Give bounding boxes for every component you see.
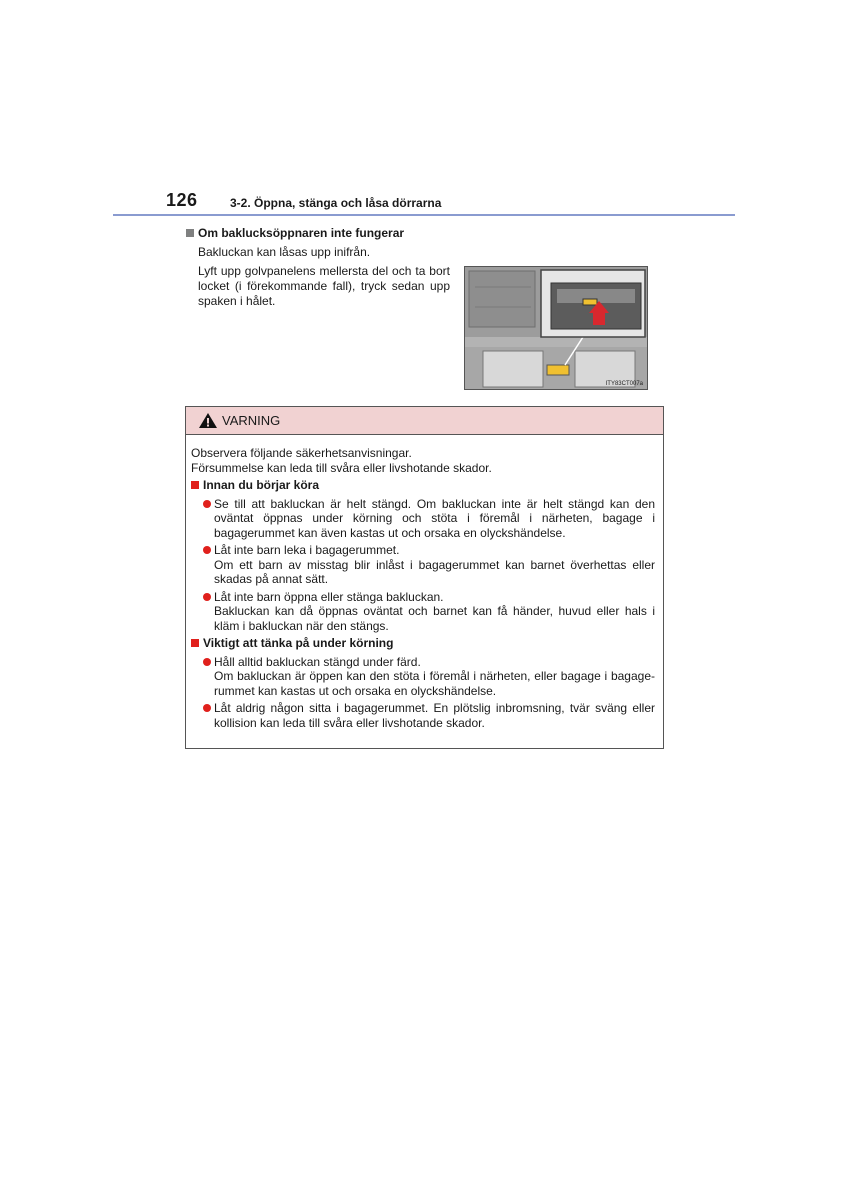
paragraph-unlock-inside: Bakluckan kan låsas upp inifrån. (198, 245, 371, 259)
red-dot-icon (203, 593, 211, 601)
list-item-detail: Bakluckan kan då öppnas oväntat och barnet kan få händer, huvud eller hals i kläm i bakluckan när den stängs. (214, 604, 655, 633)
image-code: ITY83CT007a (605, 381, 643, 387)
page-number: 126 (166, 190, 198, 210)
subhead (186, 226, 404, 240)
warning-intro (191, 446, 658, 475)
red-square-icon (191, 481, 199, 489)
warning-header (186, 407, 663, 435)
warning-intro-line2: Försummelse kan leda till svåra eller livshotande skador. (191, 460, 492, 475)
red-dot-icon (203, 546, 211, 554)
section-title: 3-2. Öppna, stänga och låsa dörrarna (230, 196, 442, 210)
warning-intro-line1: Observera följande säkerhetsanvisningar. (191, 446, 412, 460)
square-bullet-icon (186, 229, 194, 237)
paragraph-instructions: Lyft upp golvpanelens mellersta del och ta bort locket (i förekommande fall), tryck sedan upp spaken i hålet. (198, 264, 450, 308)
red-dot-icon (203, 500, 211, 508)
list-item-text: Låt inte barn leka i bagagerummet. (214, 543, 400, 557)
list-item (191, 497, 658, 541)
section-heading-text: Innan du börjar köra (203, 478, 320, 492)
subhead-text: Om baklucksöppnaren inte fungerar (198, 226, 405, 240)
list-item (191, 701, 658, 730)
warning-section-heading (191, 636, 658, 651)
list-item-text: Se till att bakluckan är helt stängd. Om bakluckan inte är helt stängd kan den oväntat öppnas under körning och stöta i föremål i närheten, bagage i bagagerummet kan även kastas ut och orsaka en olyckshändelse. (214, 496, 655, 540)
list-item-detail: Om bakluckan är öppen kan den stöta i föremål i närheten, eller bagage i bagage-rummet kan kastas ut och orsaka en olyckshändelse. (214, 669, 655, 698)
list-item (191, 590, 658, 634)
list-item (191, 543, 658, 587)
red-square-icon (191, 639, 199, 647)
warning-triangle-icon (198, 412, 218, 429)
list-item (191, 655, 658, 699)
list-item-detail: Om ett barn av misstag blir inlåst i bagagerummet kan barnet överhettas eller skadas på annat sätt. (214, 557, 655, 586)
red-dot-icon (203, 658, 211, 666)
warning-section-heading (191, 478, 658, 493)
list-item-text: Låt aldrig någon sitta i bagagerummet. En plötslig inbromsning, tvär sväng eller kollision kan leda till svåra eller livshotande skador. (214, 701, 655, 730)
red-dot-icon (203, 704, 211, 712)
section-heading-text: Viktigt att tänka på under körning (203, 636, 394, 650)
trunk-illustration (465, 267, 647, 389)
list-item-text: Håll alltid bakluckan stängd under färd. (214, 654, 421, 669)
warning-title: VARNING (222, 413, 281, 428)
trunk-floor-photo (464, 266, 648, 390)
warning-box (185, 406, 664, 749)
list-item-text: Låt inte barn öppna eller stänga bakluckan. (214, 589, 444, 604)
header-divider (113, 214, 735, 216)
